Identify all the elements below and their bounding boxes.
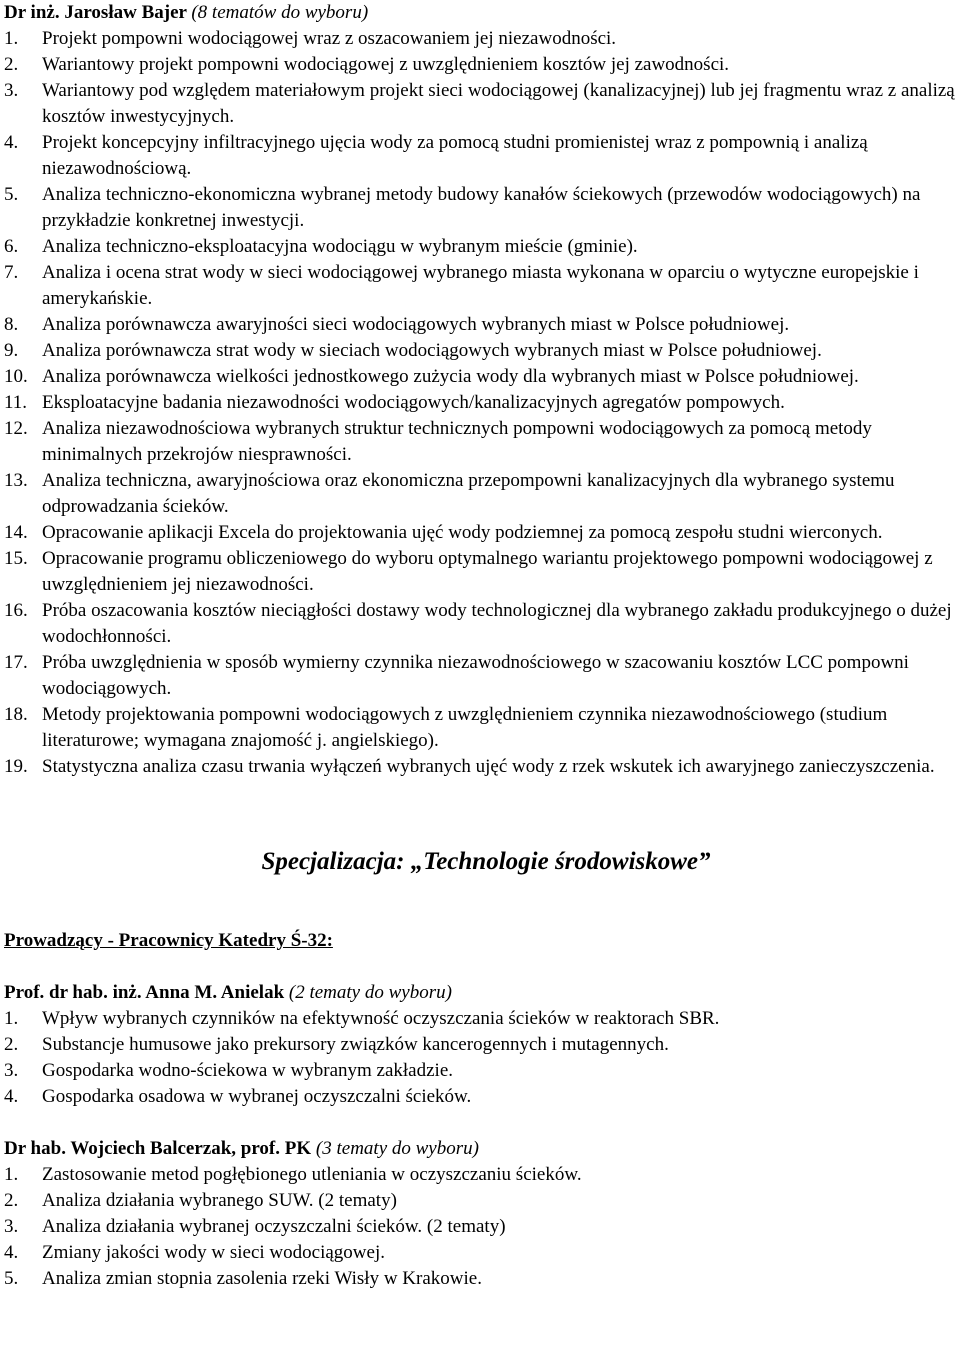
list-item xyxy=(4,78,956,130)
item-number: 4. xyxy=(4,1242,19,1263)
topic-count-note: (3 tematy do wyboru) xyxy=(315,1138,479,1159)
list-item xyxy=(4,390,956,416)
item-text: Zmiany jakości wody w sieci wodociągowej. xyxy=(42,1242,385,1263)
item-number: 1. xyxy=(4,1164,19,1185)
supervisor-name: Prof. dr hab. inż. Anna M. Anielak xyxy=(4,982,285,1003)
list-item xyxy=(4,1084,956,1110)
supervisor-name: Dr inż. Jarosław Bajer xyxy=(4,2,187,23)
list-item xyxy=(4,1032,956,1058)
supervisor-name: Dr hab. Wojciech Balcerzak, prof. PK xyxy=(4,1138,312,1159)
item-text: Gospodarka osadowa w wybranej oczyszczalni ścieków. xyxy=(42,1086,472,1107)
document-page xyxy=(4,0,956,1292)
list-item xyxy=(4,468,956,520)
item-text: Gospodarka wodno-ściekowa w wybranym zakładzie. xyxy=(42,1060,454,1081)
item-number: 1. xyxy=(4,1008,19,1029)
list-item xyxy=(4,1214,956,1240)
item-number: 10. xyxy=(4,366,28,387)
item-text: Projekt pompowni wodociągowej wraz z oszacowaniem jej niezawodności. xyxy=(42,28,617,49)
item-text: Analiza techniczno-eksploatacyjna wodociągu w wybranym mieście (gminie). xyxy=(42,236,638,257)
item-number: 4. xyxy=(4,132,19,153)
topic-count-note: (8 tematów do wyboru) xyxy=(191,2,369,23)
list-item xyxy=(4,754,956,780)
item-text: Eksploatacyjne badania niezawodności wodociągowych/kanalizacyjnych agregatów pompowych. xyxy=(42,392,785,413)
item-number: 12. xyxy=(4,418,28,439)
item-text: Wariantowy pod względem materiałowym projekt sieci wodociągowej (kanalizacyjnej) lub jej fragmentu wraz z analizą kosztów inwestycyjnych. xyxy=(42,80,955,127)
item-text: Analiza działania wybranego SUW. (2 tematy) xyxy=(42,1190,397,1211)
list-item xyxy=(4,1058,956,1084)
item-number: 2. xyxy=(4,54,19,75)
list-item xyxy=(4,416,956,468)
list-item xyxy=(4,546,956,598)
item-text: Analiza i ocena strat wody w sieci wodociągowej wybranego miasta wykonana w oparciu o wytyczne europejskie i amerykańskie. xyxy=(42,262,919,309)
list-item xyxy=(4,702,956,754)
topic-list-bajer xyxy=(4,26,956,780)
item-text: Analiza techniczna, awaryjnościowa oraz ekonomiczna przepompowni kanalizacyjnych dla wybranego systemu odprowadzania ścieków. xyxy=(42,470,895,517)
list-item xyxy=(4,130,956,182)
list-item xyxy=(4,182,956,234)
item-text: Analiza zmian stopnia zasolenia rzeki Wisły w Krakowie. xyxy=(42,1268,482,1289)
item-number: 1. xyxy=(4,28,19,49)
item-number: 7. xyxy=(4,262,19,283)
item-number: 11. xyxy=(4,392,28,413)
item-text: Opracowanie programu obliczeniowego do wyboru optymalnego wariantu projektowego pompowni wodociągowej z uwzględnieniem jej niezawodności. xyxy=(42,548,933,595)
specialization-title: Specjalizacja: „Technologie środowiskowe” xyxy=(261,848,711,875)
list-item xyxy=(4,234,956,260)
item-text: Analiza techniczno-ekonomiczna wybranej metody budowy kanałów ściekowych (przewodów wodociągowych) na przykładzie konkretnej inwestycji. xyxy=(42,184,921,231)
item-text: Analiza niezawodnościowa wybranych struktur technicznych pompowni wodociągowych za pomocą metody minimalnych przekrojów niesprawności. xyxy=(42,418,872,465)
item-number: 2. xyxy=(4,1190,19,1211)
item-number: 14. xyxy=(4,522,28,543)
list-item xyxy=(4,598,956,650)
item-text: Statystyczna analiza czasu trwania wyłączeń wybranych ujęć wody z rzek wskutek ich awaryjnego zanieczyszczenia. xyxy=(42,756,935,777)
item-text: Analiza porównawcza awaryjności sieci wodociągowych wybranych miast w Polsce południowej. xyxy=(42,314,790,335)
list-item xyxy=(4,520,956,546)
list-item xyxy=(4,26,956,52)
item-number: 5. xyxy=(4,1268,19,1289)
topic-list-balcerzak xyxy=(4,1162,956,1292)
list-item xyxy=(4,1162,956,1188)
list-item xyxy=(4,260,956,312)
item-text: Wpływ wybranych czynników na efektywność oczyszczania ścieków w reaktorach SBR. xyxy=(42,1008,720,1029)
item-text: Próba uwzględnienia w sposób wymierny czynnika niezawodnościowego w szacowaniu kosztów LCC pompowni wodociągowych. xyxy=(42,652,909,699)
supervisor-heading-bajer xyxy=(4,0,956,26)
item-text: Wariantowy projekt pompowni wodociągowej z uwzględnieniem kosztów jej zawodności. xyxy=(42,54,730,75)
topic-list-anielak xyxy=(4,1006,956,1110)
item-number: 6. xyxy=(4,236,19,257)
list-item xyxy=(4,338,956,364)
item-text: Zastosowanie metod pogłębionego utleniania w oczyszczaniu ścieków. xyxy=(42,1164,582,1185)
item-text: Analiza porównawcza strat wody w sieciach wodociągowych wybranych miast w Polsce południowej. xyxy=(42,340,822,361)
item-text: Analiza porównawcza wielkości jednostkowego zużycia wody dla wybranych miast w Polsce południowej. xyxy=(42,366,859,387)
item-number: 16. xyxy=(4,600,28,621)
supervisor-heading-balcerzak xyxy=(4,1136,956,1162)
supervisor-heading-anielak xyxy=(4,980,956,1006)
item-number: 2. xyxy=(4,1034,19,1055)
item-text: Analiza działania wybranej oczyszczalni ścieków. (2 tematy) xyxy=(42,1216,506,1237)
list-item xyxy=(4,364,956,390)
item-number: 18. xyxy=(4,704,28,725)
list-item xyxy=(4,1266,956,1292)
item-number: 15. xyxy=(4,548,28,569)
item-text: Metody projektowania pompowni wodociągowych z uwzględnieniem czynnika niezawodnościowego (studium literaturowe; wymagana znajomość j. angielskiego). xyxy=(42,704,888,751)
list-item xyxy=(4,650,956,702)
item-text: Projekt koncepcyjny infiltracyjnego ujęcia wody za pomocą studni promienistej wraz z pompownią i analizą niezawodnościową. xyxy=(42,132,868,179)
item-number: 3. xyxy=(4,1060,19,1081)
list-item xyxy=(4,1240,956,1266)
item-number: 8. xyxy=(4,314,19,335)
item-text: Substancje humusowe jako prekursory związków kancerogennych i mutagennych. xyxy=(42,1034,669,1055)
list-item xyxy=(4,1006,956,1032)
item-number: 9. xyxy=(4,340,19,361)
topic-count-note: (2 tematy do wyboru) xyxy=(288,982,452,1003)
item-text: Próba oszacowania kosztów nieciągłości dostawy wody technologicznej dla wybranego zakładu produkcyjnego o dużej wodochłonności. xyxy=(42,600,952,647)
item-number: 13. xyxy=(4,470,28,491)
item-number: 19. xyxy=(4,756,28,777)
item-number: 17. xyxy=(4,652,28,673)
item-number: 3. xyxy=(4,1216,19,1237)
item-number: 5. xyxy=(4,184,19,205)
item-number: 3. xyxy=(4,80,19,101)
item-text: Opracowanie aplikacji Excela do projektowania ujęć wody podziemnej za pomocą zespołu studni wierconych. xyxy=(42,522,883,543)
list-item xyxy=(4,52,956,78)
staff-section-heading: Prowadzący - Pracownicy Katedry Ś-32: xyxy=(4,930,333,951)
item-number: 4. xyxy=(4,1086,19,1107)
list-item xyxy=(4,1188,956,1214)
list-item xyxy=(4,312,956,338)
